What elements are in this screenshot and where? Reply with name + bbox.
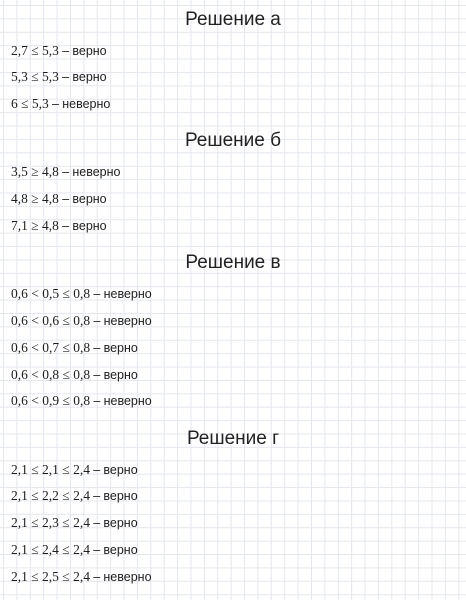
dash-separator: – [93, 463, 101, 477]
inequality-expression: 2,1 ≤ 2,1 ≤ 2,4 [11, 462, 90, 477]
inequality-expression: 2,1 ≤ 2,5 ≤ 2,4 [11, 569, 90, 584]
dash-separator: – [93, 516, 101, 530]
solution-line [11, 513, 138, 533]
solution-line [11, 162, 121, 182]
inequality-expression: 0,6 < 0,7 ≤ 0,8 [11, 340, 91, 355]
result-label: верно [72, 44, 107, 58]
result-label: неверно [72, 165, 121, 179]
result-label: неверно [62, 97, 111, 111]
solution-line [11, 284, 152, 304]
inequality-expression: 6 ≤ 5,3 [11, 96, 49, 111]
dash-separator: – [93, 489, 101, 503]
result-label: верно [103, 516, 138, 530]
section-title-a: Решение а [185, 9, 281, 30]
solution-line [11, 567, 152, 587]
dash-separator: – [93, 570, 101, 584]
solution-line [11, 67, 107, 87]
result-label: неверно [103, 314, 152, 328]
dash-separator: – [93, 394, 101, 408]
result-label: верно [72, 70, 107, 84]
dash-separator: – [62, 192, 70, 206]
dash-separator: – [93, 287, 101, 301]
dash-separator: – [62, 219, 70, 233]
inequality-expression: 0,6 < 0,6 ≤ 0,8 [11, 313, 91, 328]
section-title-g: Решение г [186, 428, 280, 449]
dash-separator: – [62, 70, 70, 84]
inequality-expression: 0,6 < 0,9 ≤ 0,8 [11, 393, 91, 408]
dash-separator: – [93, 543, 101, 557]
dash-separator: – [52, 97, 59, 111]
inequality-expression: 7,1 ≥ 4,8 [11, 218, 59, 233]
result-label: верно [103, 489, 138, 503]
solution-line [11, 189, 107, 209]
dash-separator: – [62, 44, 70, 58]
solution-line [11, 486, 138, 506]
solution-line [11, 216, 107, 236]
inequality-expression: 2,7 ≤ 5,3 [11, 43, 59, 58]
solution-line [11, 460, 138, 480]
inequality-expression: 2,1 ≤ 2,3 ≤ 2,4 [11, 515, 90, 530]
dash-separator: – [93, 341, 101, 355]
solution-line [11, 41, 107, 61]
inequality-expression: 2,1 ≤ 2,4 ≤ 2,4 [11, 542, 90, 557]
result-label: неверно [103, 287, 152, 301]
section-title-b: Решение б [184, 130, 282, 151]
result-label: верно [103, 368, 138, 382]
inequality-expression: 4,8 ≥ 4,8 [11, 191, 59, 206]
inequality-expression: 5,3 ≤ 5,3 [11, 69, 59, 84]
result-label: верно [103, 543, 138, 557]
section-title-v: Решение в [185, 252, 281, 273]
solution-line [11, 94, 110, 114]
dash-separator: – [93, 314, 101, 328]
dash-separator: – [62, 165, 70, 179]
inequality-expression: 3,5 ≥ 4,8 [11, 164, 59, 179]
result-label: верно [103, 463, 138, 477]
solution-line [11, 338, 138, 358]
result-label: верно [103, 341, 138, 355]
result-label: верно [72, 192, 107, 206]
inequality-expression: 2,1 ≤ 2,2 ≤ 2,4 [11, 488, 90, 503]
inequality-expression: 0,6 < 0,8 ≤ 0,8 [11, 367, 91, 382]
result-label: неверно [103, 394, 152, 408]
result-label: неверно [103, 570, 152, 584]
solution-line [11, 540, 138, 560]
dash-separator: – [93, 368, 101, 382]
result-label: верно [72, 219, 107, 233]
solution-line [11, 365, 138, 385]
solution-line [11, 311, 152, 331]
inequality-expression: 0,6 < 0,5 ≤ 0,8 [11, 286, 91, 301]
solution-line [11, 391, 152, 411]
